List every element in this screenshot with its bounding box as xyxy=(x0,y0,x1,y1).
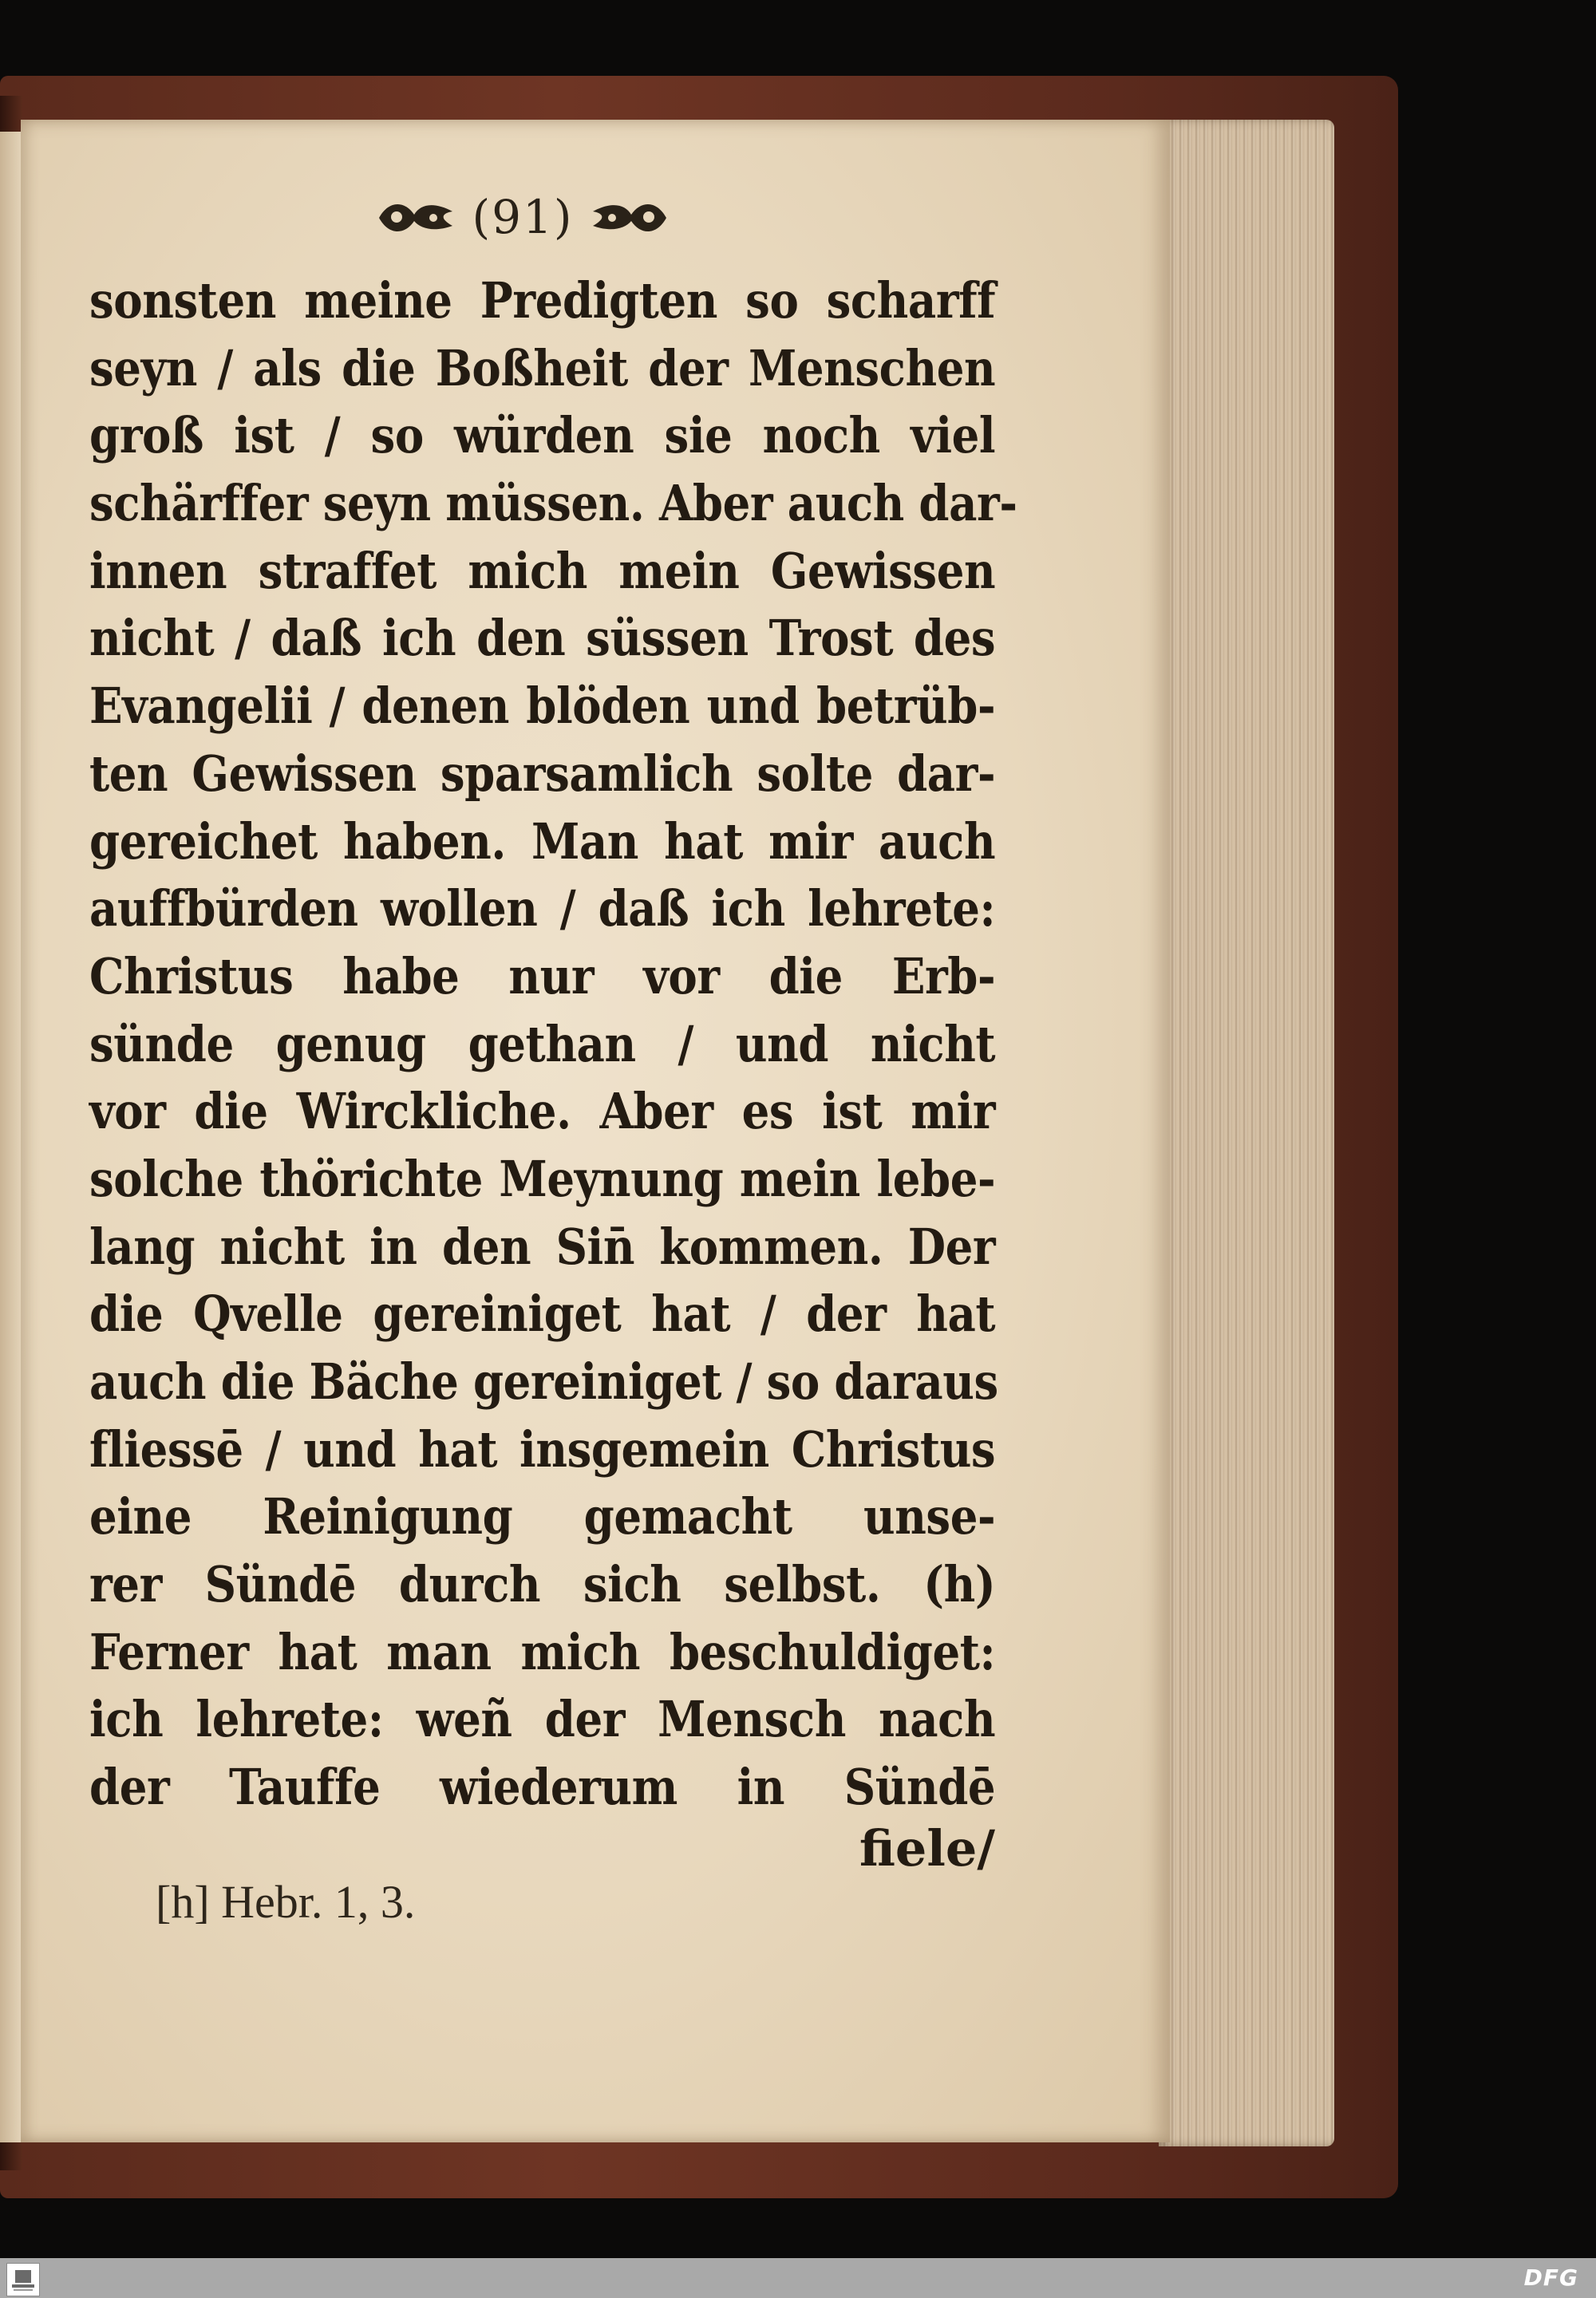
text-line: sünde genug gethan / und nicht xyxy=(89,1014,996,1073)
text-line: der Tauffe wiederum in Sündē xyxy=(89,1758,996,1817)
text-line: seyn / als die Boßheit der Menschen xyxy=(89,338,996,397)
ornament-right-icon xyxy=(585,194,673,240)
catchword-row xyxy=(89,1819,995,1877)
text-line: nicht / daß ich den süssen Trost des xyxy=(89,609,996,668)
text-line: ich lehrete: weñ der Mensch nach xyxy=(89,1690,996,1749)
text-line: groß ist / so würden sie noch viel xyxy=(89,406,996,465)
library-seal-icon xyxy=(6,2263,40,2296)
footnote: [h] Hebr. 1, 3. xyxy=(156,1876,416,1928)
text-line: die Qvelle gereiniget hat / der hat xyxy=(89,1285,996,1344)
text-line: vor die Wirckliche. Aber es ist mir xyxy=(89,1082,996,1141)
text-line: solche thörichte Meynung mein lebe- xyxy=(89,1149,996,1208)
text-line: gereichet haben. Man hat mir auch xyxy=(89,811,996,871)
text-line: innen straffet mich mein Gewissen xyxy=(89,541,996,600)
library-seal-glyph-icon xyxy=(7,2264,39,2296)
page-number: (91) xyxy=(472,190,574,244)
dfg-logo: DFG xyxy=(1523,2264,1578,2291)
text-line: auch die Bäche gereiniget / so daraus xyxy=(89,1352,998,1411)
catchword: fiele/ xyxy=(859,1819,995,1877)
text-line: eine Reinigung gemacht unse- xyxy=(89,1487,996,1546)
text-line: ten Gewissen sparsamlich solte dar- xyxy=(89,744,996,803)
text-line: schärffer seyn müssen. Aber auch dar- xyxy=(89,474,1017,533)
text-line: auffbürden wollen / daß ich lehrete: xyxy=(89,879,996,938)
text-line: Evangelii / denen blöden und betrüb- xyxy=(89,677,996,736)
running-head xyxy=(327,185,718,249)
text-line: sonsten meine Predigten so scharff xyxy=(89,271,996,330)
text-line: Christus habe nur vor die Erb- xyxy=(89,946,996,1005)
viewer-bottom-bar xyxy=(0,2258,1596,2298)
page-block-edges xyxy=(1159,120,1334,2146)
text-line: Ferner hat man mich beschuldiget: xyxy=(89,1622,996,1681)
text-line: lang nicht in den Sin̄ kommen. Der xyxy=(89,1217,996,1276)
facing-page-sliver xyxy=(0,132,21,2142)
ornament-left-icon xyxy=(373,194,460,240)
body-text xyxy=(89,267,1017,1822)
text-line: rer Sündē durch sich selbst. (h) xyxy=(89,1555,996,1614)
text-line: fliessē / und hat insgemein Christus xyxy=(89,1419,996,1479)
